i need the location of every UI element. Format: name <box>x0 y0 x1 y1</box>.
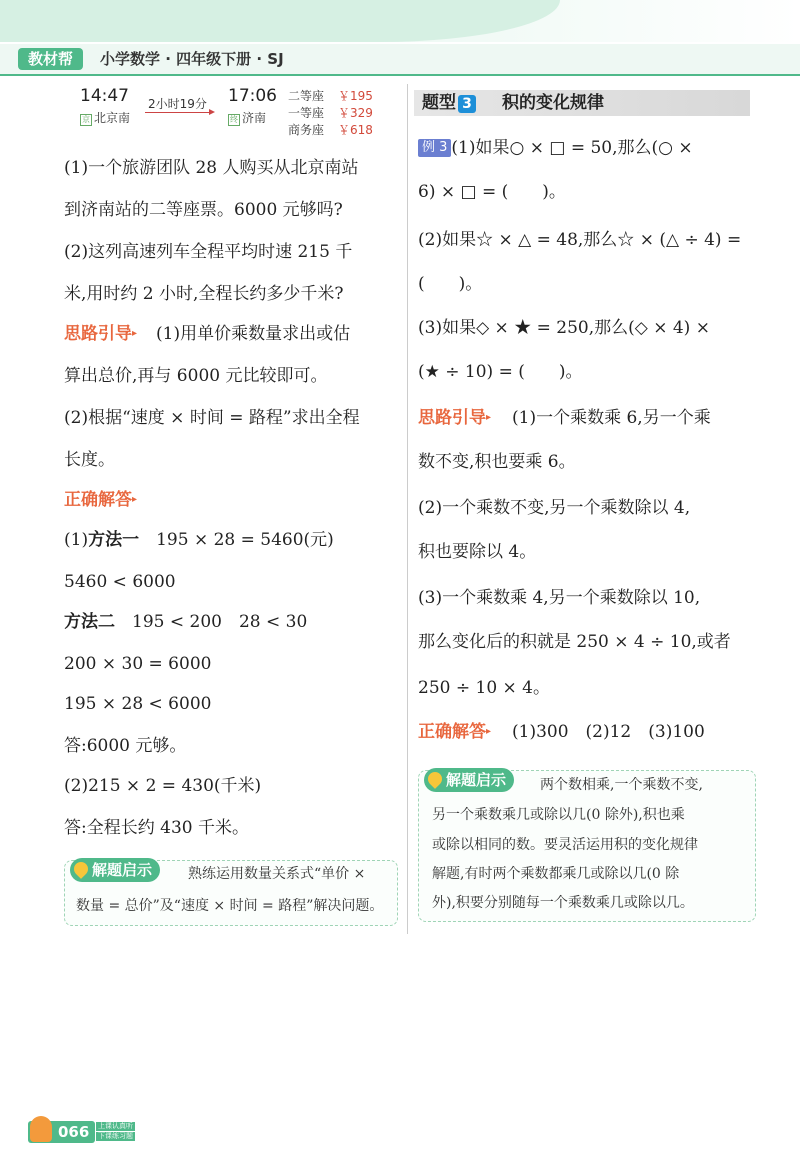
answer-line: 5460 < 6000 <box>64 572 176 592</box>
mascot-icon <box>30 1116 52 1142</box>
hint-line: 算出总价,再与 6000 元比较即可。 <box>64 366 328 386</box>
hint-line: 积也要除以 4。 <box>418 542 537 562</box>
answer-line: 200 × 30 = 6000 <box>64 654 212 674</box>
brand-tag: 教材帮 <box>18 48 83 70</box>
tip-text: 解题,有时两个乘数都乘几或除以几(0 除 <box>432 866 680 882</box>
example-badge: 例 3 <box>418 139 451 157</box>
footer-tagline: 下课练习题 <box>98 1132 133 1140</box>
hint-label: 思路引导▸ <box>64 324 138 344</box>
question-2-line: 米,用时约 2 小时,全程长约多少千米? <box>64 284 344 304</box>
example-line: (2)如果☆ × △ = 48,那么☆ × (△ ÷ 4) = <box>418 230 742 250</box>
example-line: 6) × □ = ( )。 <box>418 182 566 202</box>
seat-name: 二等座 <box>288 89 325 103</box>
seat-name: 商务座 <box>288 123 325 137</box>
seat-price: ￥329 <box>338 106 373 120</box>
type-title: 积的变化规律 <box>502 93 604 113</box>
example-line: 例 3 (1)如果○ × □ = 50,那么(○ × <box>418 136 693 160</box>
tip-text: 外),积要分别随每一个乘数乘几或除以几。 <box>432 895 694 911</box>
depart-time: 14:47 <box>80 86 129 106</box>
answer-line: 方法二 195 < 200 28 < 30 <box>64 612 308 632</box>
answer-line: (1)方法一 195 × 28 = 5460(元) <box>64 530 334 550</box>
trip-duration: 2小时19分 <box>148 97 207 111</box>
seat-name: 一等座 <box>288 106 325 120</box>
depart-station: 京 北京南 <box>82 111 131 125</box>
hint-line: (3)一个乘数乘 4,另一个乘数除以 10, <box>418 588 701 608</box>
seat-price: ￥618 <box>338 123 373 137</box>
pin-icon <box>425 769 445 789</box>
top-decoration <box>0 0 800 42</box>
answer-line: 答:全程长约 430 千米。 <box>64 818 249 838</box>
answer-line: 195 × 28 < 6000 <box>64 694 212 714</box>
question-2-line: (2)这列高速列车全程平均时速 215 千 <box>64 242 353 262</box>
example-line: ( )。 <box>418 274 483 294</box>
arrow-icon <box>145 112 213 113</box>
pin-icon <box>71 859 91 879</box>
hint-line: (1)用单价乘数量求出或估 <box>156 324 351 344</box>
book-title: 小学数学 · 四年级下册 · SJ <box>100 50 284 68</box>
tip-text: 两个数相乘,一个乘数不变, <box>540 777 703 793</box>
arrive-station: 终 济南 <box>230 111 267 125</box>
hint-line: (2)一个乘数不变,另一个乘数除以 4, <box>418 498 691 518</box>
hint-line: 那么变化后的积就是 250 × 4 ÷ 10,或者 <box>418 632 731 652</box>
hint-line: 长度。 <box>64 450 115 470</box>
hint-line: 数不变,积也要乘 6。 <box>418 452 576 472</box>
hint-line: (1)一个乘数乘 6,另一个乘 <box>512 408 711 428</box>
page-number: 066 <box>28 1121 95 1143</box>
tip-text: 或除以相同的数。要灵活运用积的变化规律 <box>432 837 698 853</box>
column-divider <box>407 84 408 934</box>
type-tag: 题型 3 <box>418 91 480 115</box>
hint-line: 250 ÷ 10 × 4。 <box>418 678 550 698</box>
station-icon: 京 <box>82 115 90 124</box>
tip-label: 解题启示 <box>70 858 160 882</box>
hint-label: 思路引导▸ <box>418 408 492 428</box>
arrive-time: 17:06 <box>228 86 277 106</box>
station-icon: 终 <box>230 115 238 124</box>
tip-text: 熟练运用数量关系式“单价 × <box>188 866 366 882</box>
example-line: (★ ÷ 10) = ( )。 <box>418 362 583 382</box>
tip-text: 另一个乘数乘几或除以几(0 除外),积也乘 <box>432 807 685 823</box>
answer-label: 正确解答▸ <box>418 722 492 742</box>
tip-text: 数量 = 总价”及“速度 × 时间 = 路程”解决问题。 <box>76 898 384 914</box>
footer-tagline: 上课认真听 <box>98 1122 133 1130</box>
question-1-line: (1)一个旅游团队 28 人购买从北京南站 <box>64 158 359 178</box>
seat-price: ￥195 <box>338 89 373 103</box>
example-line: (3)如果◇ × ★ = 250,那么(◇ × 4) × <box>418 318 710 338</box>
answer-line: (1)300 (2)12 (3)100 <box>512 722 705 742</box>
question-1-line: 到济南站的二等座票。6000 元够吗? <box>64 200 343 220</box>
answer-label: 正确解答▸ <box>64 490 138 510</box>
tip-label: 解题启示 <box>424 768 514 792</box>
answer-line: 答:6000 元够。 <box>64 736 187 756</box>
hint-line: (2)根据“速度 × 时间 = 路程”求出全程 <box>64 408 360 428</box>
answer-line: (2)215 × 2 = 430(千米) <box>64 776 262 796</box>
